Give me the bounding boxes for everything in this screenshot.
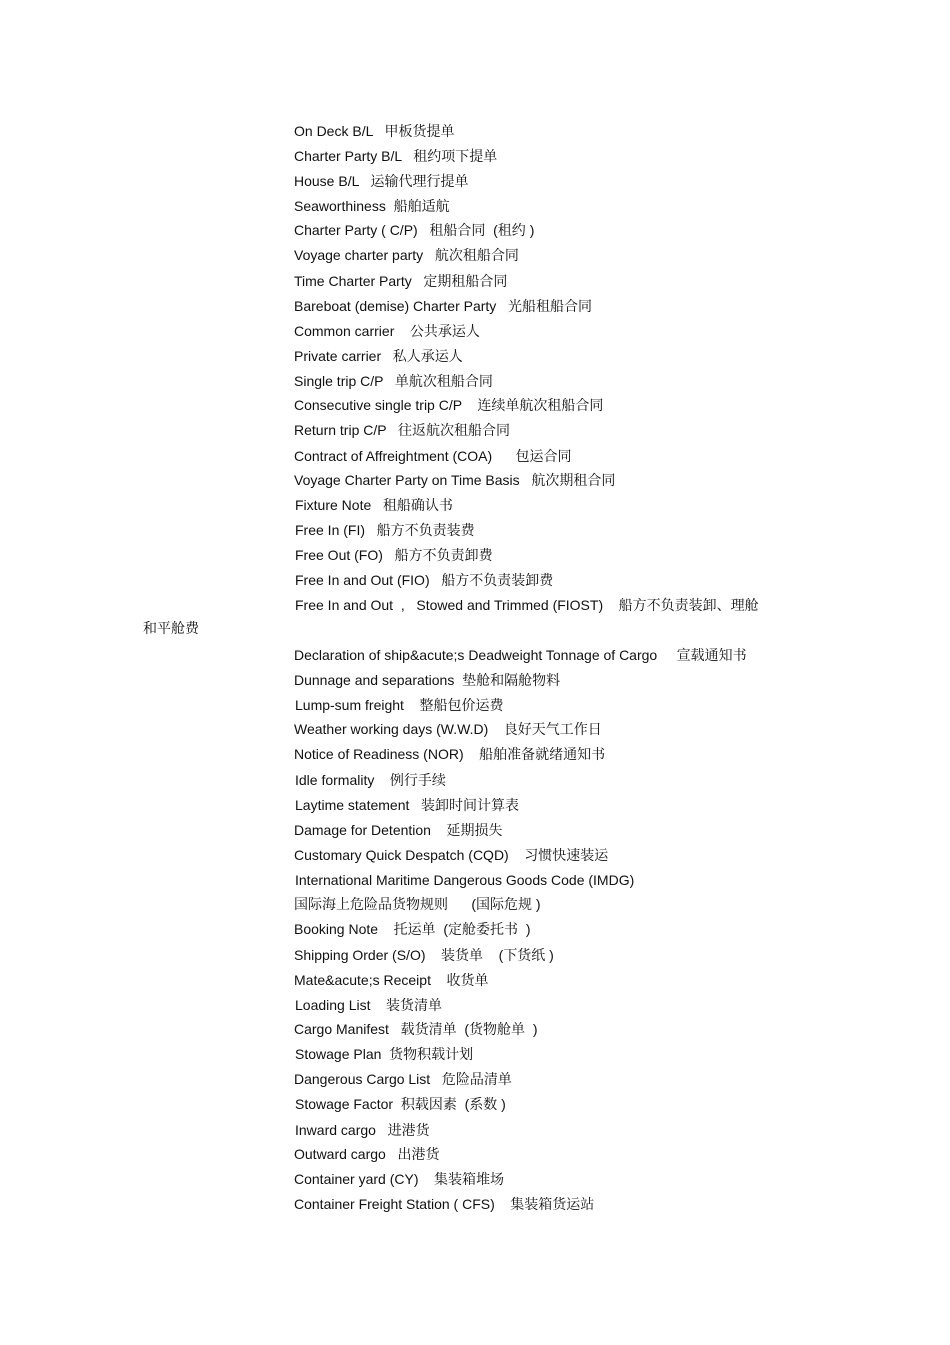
entry-private-carrier: Private carrier 私人承运人 xyxy=(294,348,463,364)
entry-imdg-chinese: 国际海上危险品货物规则 (国际危规 ) xyxy=(294,896,541,912)
entry-single-trip-cp: Single trip C/P 单航次租船合同 xyxy=(294,373,493,389)
entry-weather-working-days: Weather working days (W.W.D) 良好天气工作日 xyxy=(294,721,602,737)
entry-stowage-factor: Stowage Factor 积载因素 (系数 ) xyxy=(295,1096,506,1112)
entry-house-bl: House B/L 运输代理行提单 xyxy=(294,173,469,189)
entry-seaworthiness: Seaworthiness 船舶适航 xyxy=(294,198,450,214)
entry-cargo-manifest: Cargo Manifest 载货清单 (货物舱单 ) xyxy=(294,1021,538,1037)
entry-laytime-statement: Laytime statement 装卸时间计算表 xyxy=(295,797,520,813)
entry-idle-formality: Idle formality 例行手续 xyxy=(295,772,446,788)
entry-time-charter-party: Time Charter Party 定期租船合同 xyxy=(294,273,508,289)
entry-consecutive-single-trip-cp: Consecutive single trip C/P 连续单航次租船合同 xyxy=(294,397,604,413)
entry-free-out: Free Out (FO) 船方不负责卸费 xyxy=(295,547,493,563)
entry-lump-sum-freight: Lump-sum freight 整船包价运费 xyxy=(295,697,504,713)
entry-fixture-note: Fixture Note 租船确认书 xyxy=(295,497,453,513)
entry-contract-of-affreightment: Contract of Affreightment (COA) 包运合同 xyxy=(294,448,572,464)
entry-free-in-and-out: Free In and Out (FIO) 船方不负责装卸费 xyxy=(295,572,554,588)
entry-dunnage-separations: Dunnage and separations 垫舱和隔舱物料 xyxy=(294,672,561,688)
entry-container-yard: Container yard (CY) 集装箱堆场 xyxy=(294,1171,505,1187)
entry-outward-cargo: Outward cargo 出港货 xyxy=(294,1146,440,1162)
entry-common-carrier: Common carrier 公共承运人 xyxy=(294,323,480,339)
entry-damage-for-detention: Damage for Detention 延期损失 xyxy=(294,822,503,838)
entry-dangerous-cargo-list: Dangerous Cargo List 危险品清单 xyxy=(294,1071,512,1087)
entry-inward-cargo: Inward cargo 进港货 xyxy=(295,1122,430,1138)
entry-voyage-charter-time-basis: Voyage Charter Party on Time Basis 航次期租合同 xyxy=(294,472,616,488)
entry-bareboat-charter-party: Bareboat (demise) Charter Party 光船租船合同 xyxy=(294,298,592,314)
entry-voyage-charter-party: Voyage charter party 航次租船合同 xyxy=(294,247,519,263)
entry-return-trip-cp: Return trip C/P 往返航次租船合同 xyxy=(294,422,511,438)
entry-imdg-code: International Maritime Dangerous Goods Code (IMDG) xyxy=(295,872,635,888)
entry-free-in: Free In (FI) 船方不负责装费 xyxy=(295,522,475,538)
entry-charter-party-bl: Charter Party B/L 租约项下提单 xyxy=(294,148,498,164)
entry-shipping-order: Shipping Order (S/O) 装货单 (下货纸 ) xyxy=(294,947,554,963)
entry-customary-quick-despatch: Customary Quick Despatch (CQD) 习惯快速装运 xyxy=(294,847,609,863)
entry-on-deck-bl: On Deck B/L 甲板货提单 xyxy=(294,123,455,139)
entry-declaration-deadweight: Declaration of ship&acute;s Deadweight Tonnage of Cargo 宣载通知书 xyxy=(294,647,747,663)
entry-charter-party-cp: Charter Party ( C/P) 租船合同 (租约 ) xyxy=(294,222,535,238)
entry-notice-of-readiness: Notice of Readiness (NOR) 船舶准备就绪通知书 xyxy=(294,746,606,762)
entry-stowage-plan: Stowage Plan 货物积载计划 xyxy=(295,1046,474,1062)
entry-container-freight-station: Container Freight Station ( CFS) 集装箱货运站 xyxy=(294,1196,595,1212)
entry-booking-note: Booking Note 托运单 (定舱委托书 ) xyxy=(294,921,531,937)
entry-fiost-continuation: 和平舱费 xyxy=(143,620,199,636)
entry-fiost: Free In and Out , Stowed and Trimmed (FIOST) 船方不负责装卸、理舱 xyxy=(295,597,759,613)
entry-loading-list: Loading List 装货清单 xyxy=(295,997,443,1013)
entry-mates-receipt: Mate&acute;s Receipt 收货单 xyxy=(294,972,489,988)
